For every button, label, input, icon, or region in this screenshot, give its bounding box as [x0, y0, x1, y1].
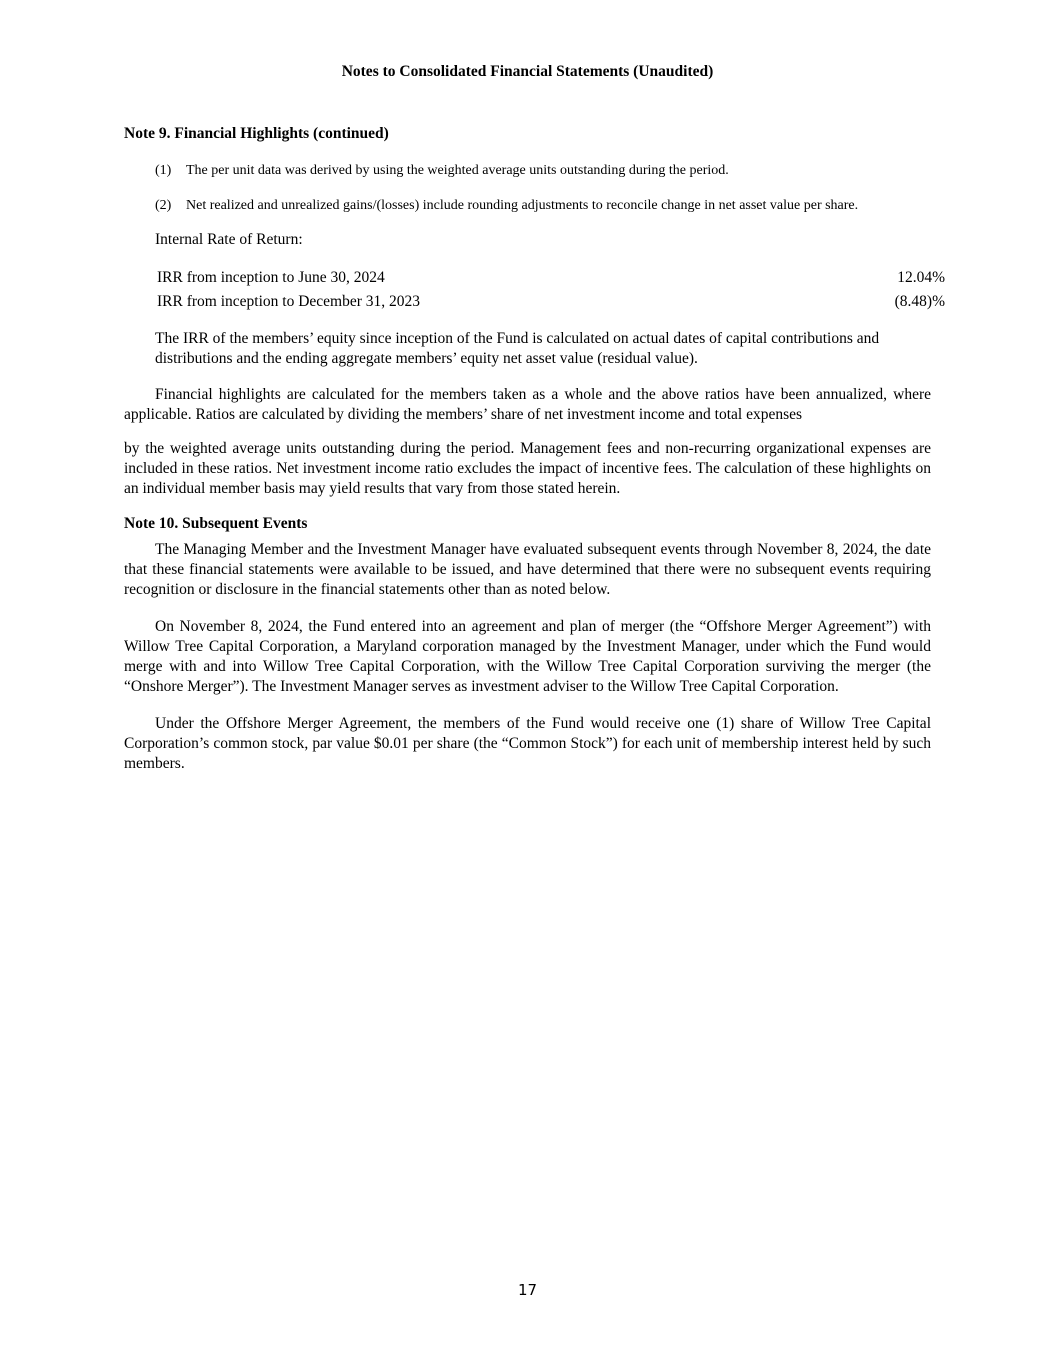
irr-description: The IRR of the members’ equity since inception of the Fund is calculated on actual dates of capital contributions and distributions and the ending aggregate members’ equity net asset value (residual value). — [155, 330, 880, 367]
irr-row-label: IRR from inception to June 30, 2024 — [157, 269, 385, 286]
footnote-number: (2) — [155, 198, 172, 213]
subsequent-events-paragraph-2: On November 8, 2024, the Fund entered into an agreement and plan of merger (the “Offshore Merger Agreement”) with Willow Tree Capital Corporation, a Maryland corporation managed by the Investment Manager, under which the Fund would merge with and into Willow Tree Capital Corporation, with the Willow Tree Capital Corporation surviving the merger (the “Onshore Merger”). The Investment Manager serves as investment adviser to the Willow Tree Capital Corporation. — [124, 618, 931, 695]
irr-label: Internal Rate of Return: — [155, 231, 303, 248]
document-body — [124, 124, 945, 774]
subsequent-events-paragraph-3: Under the Offshore Merger Agreement, the members of the Fund would receive one (1) share of Willow Tree Capital Corporation’s common stock, par value $0.01 per share (the “Common Stock”) for each unit of membership interest held by such members. — [124, 715, 931, 772]
footnote-2 — [124, 196, 931, 215]
footnote-number: (1) — [155, 163, 172, 178]
irr-row-value: (8.48)% — [894, 293, 945, 310]
subsequent-events-paragraph-1: The Managing Member and the Investment Manager have evaluated subsequent events through November 8, 2024, the date that these financial statements were available to be issued, and have determined that there were no subsequent events requiring recognition or disclosure in the financial statements other than as noted below. — [124, 541, 931, 598]
footnote-text: The per unit data was derived by using the weighted average units outstanding during the period. — [186, 163, 729, 178]
financial-highlights-paragraph-2: by the weighted average units outstanding during the period. Management fees and non-recurring organizational expenses are included in these ratios. Net investment income ratio excludes the impact of incentive fees. The calculation of these highlights on an individual member basis may yield results that vary from those stated herein. — [124, 440, 931, 497]
table-row — [157, 292, 945, 316]
page-number: 17 — [517, 1281, 538, 1299]
note-9-heading: Note 9. Financial Highlights (continued) — [124, 125, 389, 142]
irr-row-label: IRR from inception to December 31, 2023 — [157, 293, 421, 310]
financial-highlights-paragraph-1: Financial highlights are calculated for the members taken as a whole and the above ratios have been annualized, where applicable. Ratios are calculated by dividing the members’ share of net investment income and total expenses — [124, 386, 931, 423]
footnote-text: Net realized and unrealized gains/(losses) include rounding adjustments to reconcile change in net asset value per share. — [186, 198, 859, 213]
irr-row-value: 12.04% — [897, 269, 945, 286]
note-10-heading: Note 10. Subsequent Events — [124, 515, 308, 532]
footnote-1 — [124, 161, 931, 180]
page-title: Notes to Consolidated Financial Statements (Unaudited) — [341, 63, 714, 80]
table-row — [157, 268, 945, 292]
irr-table — [157, 268, 945, 316]
